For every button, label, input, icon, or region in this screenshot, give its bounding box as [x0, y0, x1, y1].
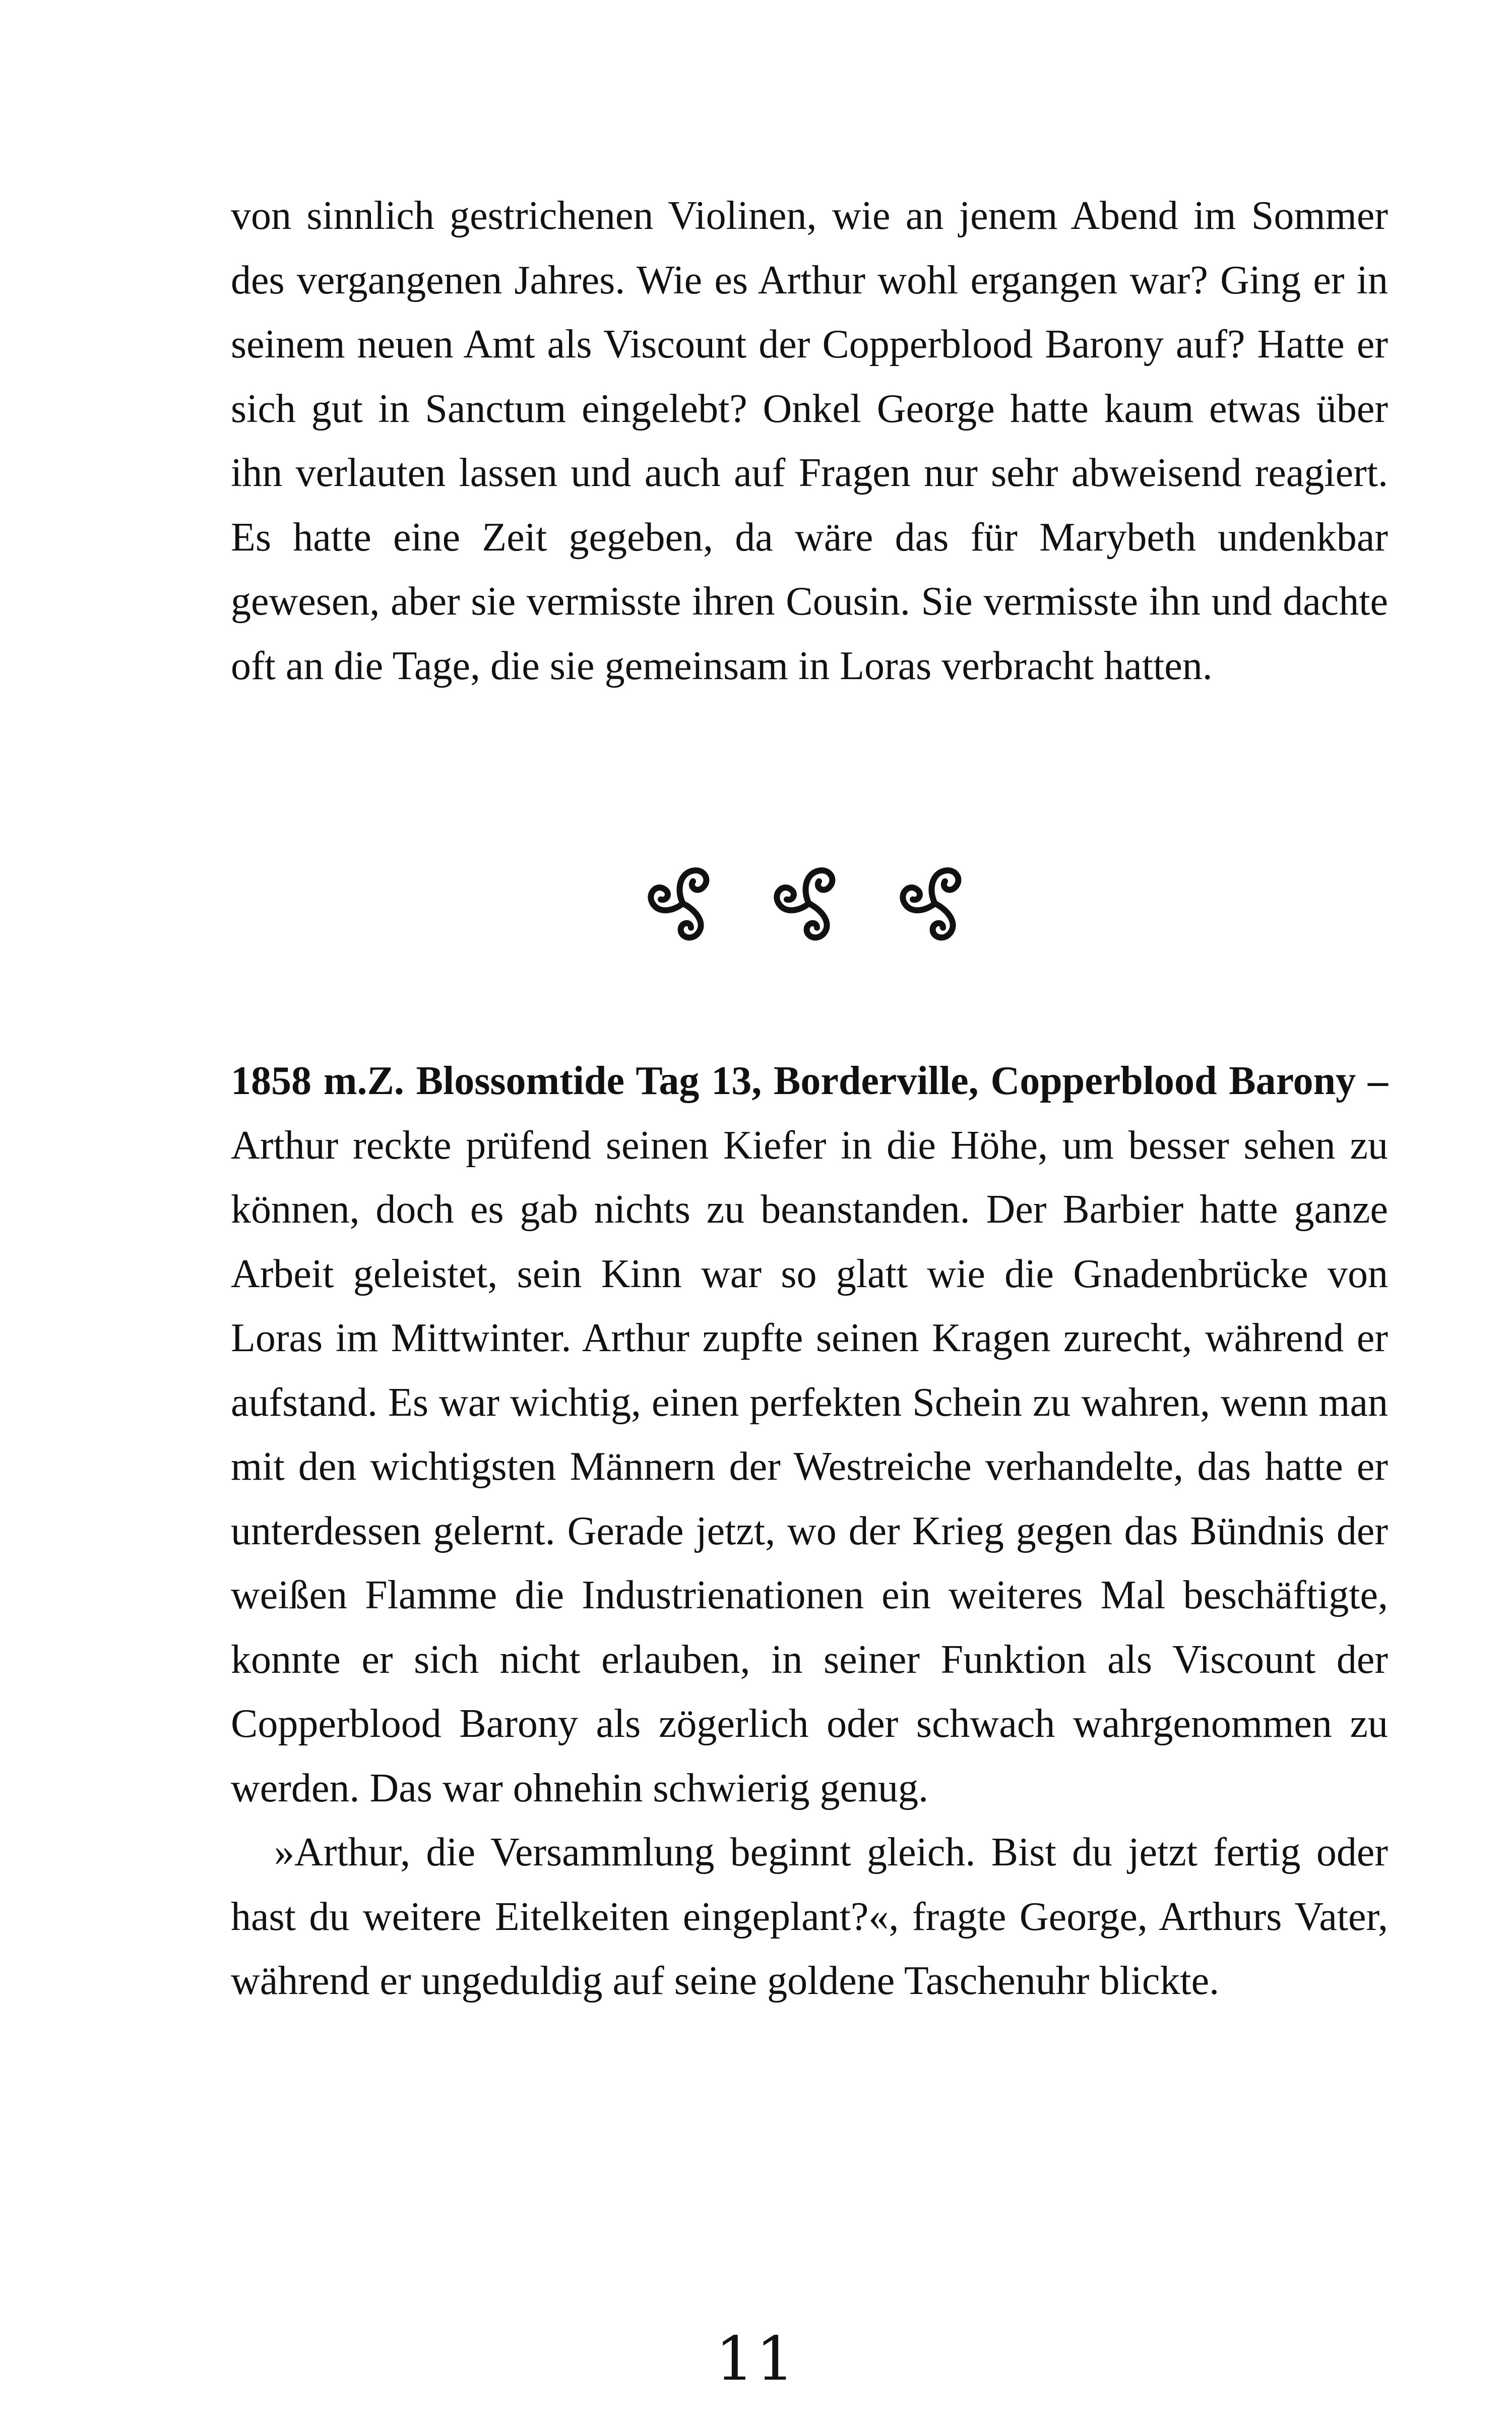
body-text-bottom: [231, 1049, 1388, 2014]
triskele-icon: [633, 851, 733, 952]
paragraph-arthur: [231, 1049, 1388, 1821]
section-break-ornament: [633, 851, 985, 952]
page-number: 11: [715, 2324, 797, 2394]
body-text-top: [231, 184, 1388, 698]
triskele-icon: [885, 851, 985, 952]
paragraph-arthur-text: Arthur reckte prüfend seinen Kiefer in die Höhe, um besser sehen zu können, doch es gab nichts zu beanstanden. Der Barbier hatte ganze Arbeit geleistet, sein Kinn war so glatt wie die Gnadenbrücke von Loras im Mittwinter. Arthur zupfte seinen Kragen zurecht, während er aufstand. Es war wichtig, einen perfekten Schein zu wahren, wenn man mit den wichtigsten Männern der Westreiche verhandelte, das hatte er unterdessen gelernt. Gerade jetzt, wo der Krieg gegen das Bündnis der weißen Flamme die Industrienationen ein weiteres Mal beschäftigte, konnte er sich nicht erlauben, in seiner Funktion als Viscount der Copperblood Barony als zögerlich oder schwach wahrgenommen zu werden. Das war ohnehin schwierig genug.: [231, 1123, 1388, 1810]
paragraph-marybeth: von sinnlich gestrichenen Violinen, wie an jenem Abend im Sommer des vergangenen Jahres. Wie es Arthur wohl ergangen war? Ging er in seinem neuen Amt als Viscount der Copperblood Barony auf? Hatte er sich gut in Sanctum eingelebt? Onkel George hatte kaum etwas über ihn verlauten lassen und auch auf Fragen nur sehr abweisend reagiert. Es hatte eine Zeit gegeben, da wäre das für Marybeth undenkbar gewesen, aber sie vermisste ihren Cousin. Sie vermisste ihn und dachte oft an die Tage, die sie gemeinsam in Loras verbracht hatten.: [231, 194, 1388, 688]
scene-heading: 1858 m.Z. Blossomtide Tag 13, Borderville, Copperblood Barony –: [231, 1059, 1388, 1103]
triskele-icon: [759, 851, 859, 952]
paragraph-george: »Arthur, die Versammlung beginnt gleich. Bist du jetzt fertig oder hast du weitere Eitelkeiten eingeplant?«, fragte George, Arthurs Vater, während er ungeduldig auf seine goldene Taschenuhr blickte.: [231, 1830, 1388, 2003]
